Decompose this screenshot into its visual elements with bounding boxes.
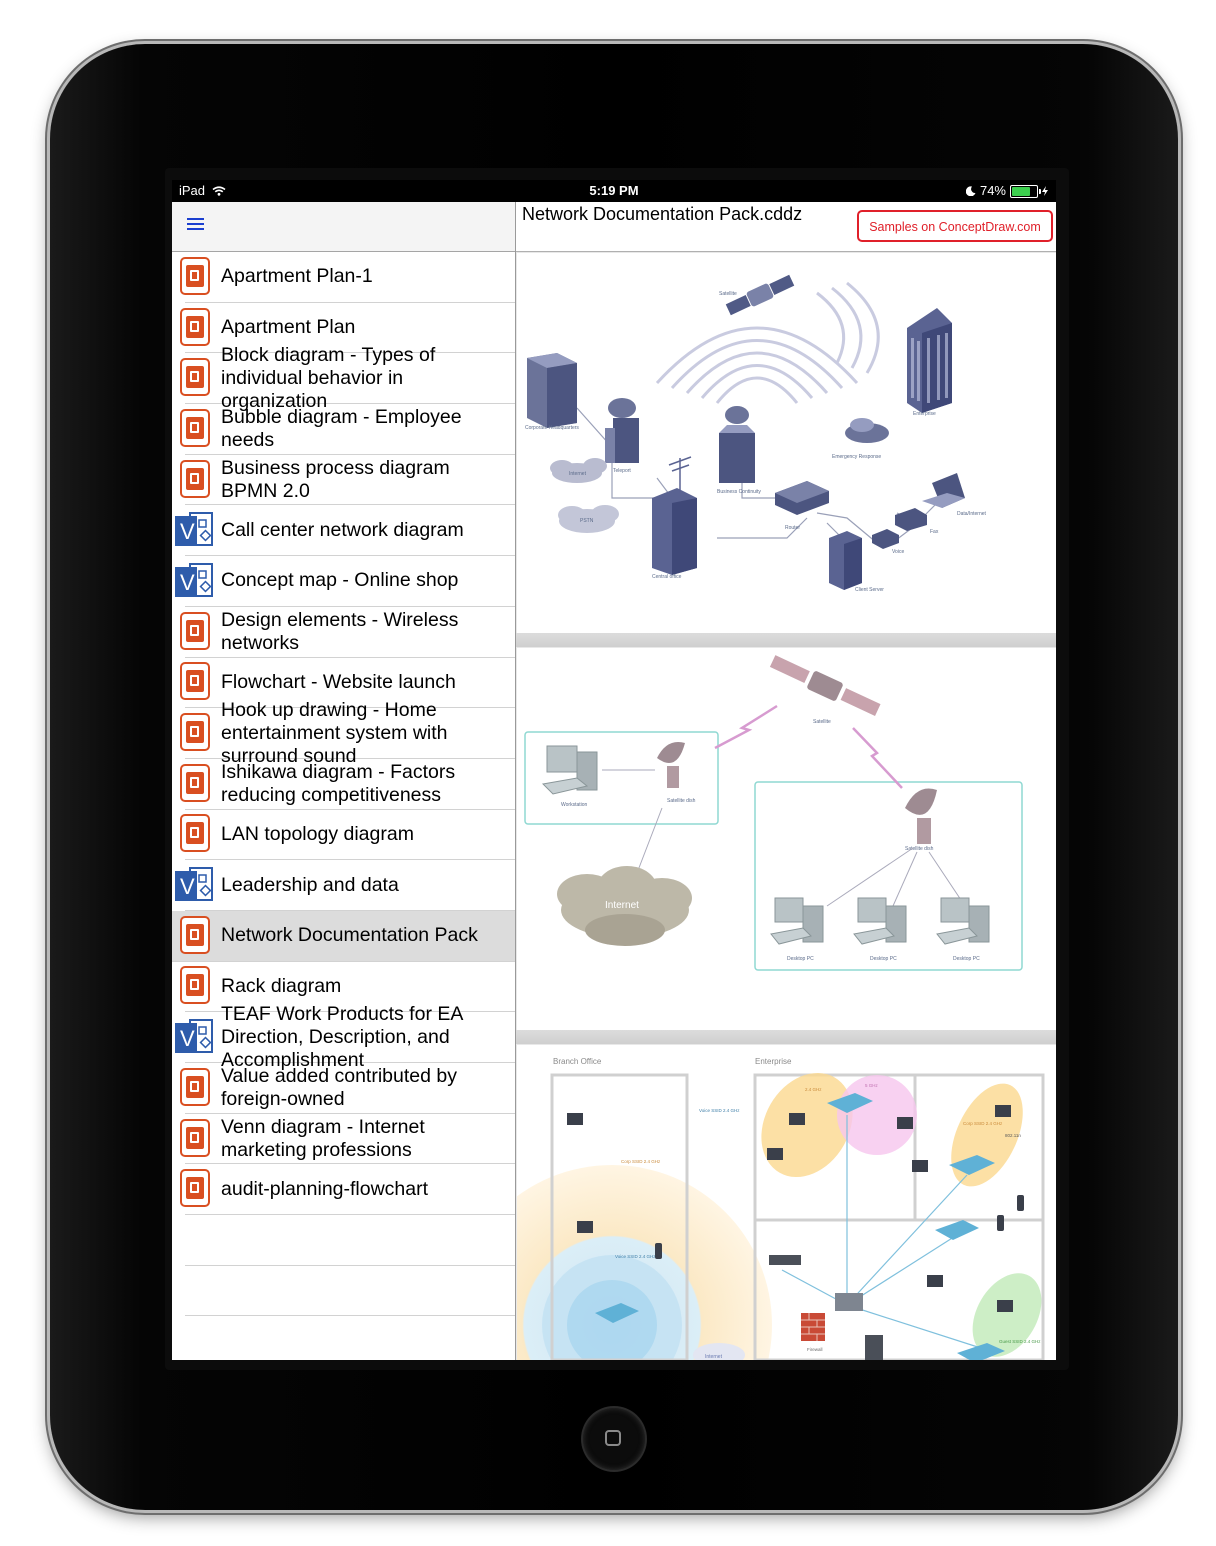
label-dish1: Satellite dish — [667, 798, 696, 804]
label-branch: Branch Office — [553, 1057, 602, 1066]
satellite-icon — [768, 652, 882, 719]
document-item-label: TEAF Work Products for EA Direction, Description, and Accomplishment — [221, 1002, 463, 1071]
workstation-icon — [543, 746, 597, 794]
page-separator — [516, 1030, 1056, 1044]
empty-row — [185, 1266, 515, 1317]
label-corporate: Corporate Headquarters — [525, 425, 579, 431]
wireless-lan-diagram — [517, 1045, 1056, 1360]
device-name: iPad — [179, 183, 206, 198]
document-item-label: Ishikawa diagram - Factors reducing competitiveness — [221, 760, 456, 806]
ppt-icon — [180, 358, 210, 396]
label-internet: Internet — [569, 471, 586, 477]
moon-icon — [966, 186, 976, 196]
document-list — [172, 252, 515, 1215]
document-item-label: audit-planning-flowchart — [221, 1177, 429, 1200]
battery-percent: 74% — [979, 183, 1006, 198]
ppt-icon — [180, 1068, 210, 1106]
document-item[interactable] — [180, 505, 515, 556]
label-fax: Fax — [930, 529, 939, 535]
label-internet3: Internet — [705, 1354, 722, 1360]
document-item-label: Call center network diagram — [221, 518, 464, 541]
battery-fill — [1012, 187, 1030, 196]
document-item[interactable] — [185, 759, 515, 810]
document-item-label: Design elements - Wireless networks — [221, 608, 459, 654]
document-item[interactable] — [185, 455, 515, 506]
building-icon — [527, 353, 577, 428]
label-teleport: Teleport — [613, 468, 631, 474]
telecom-network-diagram — [517, 253, 1056, 633]
list-header — [172, 202, 515, 252]
document-item[interactable] — [185, 810, 515, 861]
document-item[interactable] — [185, 698, 515, 767]
visio-icon — [175, 561, 215, 601]
label-5ghz: 5 GHz — [865, 1083, 878, 1088]
visio-icon — [175, 1017, 215, 1057]
document-item-label: Business process diagram BPMN 2.0 — [221, 456, 450, 502]
label-corp-ssid5: Corp SSID 2.4 GHz — [963, 1121, 1003, 1126]
satellite-network-diagram — [517, 648, 1056, 1030]
svg-text:V: V — [180, 874, 195, 900]
document-item[interactable] — [185, 404, 515, 455]
label-voice-ssid: Voice SSID 2.4 GHz — [699, 1108, 740, 1113]
antenna-icon — [669, 457, 691, 493]
diagram-page-1[interactable] — [517, 253, 1056, 633]
home-square-icon — [605, 1430, 621, 1446]
document-item-label: Venn diagram - Internet marketing professions — [221, 1115, 425, 1161]
label-business: Business Continuity — [717, 489, 761, 495]
label-pstn: PSTN — [580, 518, 594, 524]
ppt-icon — [180, 916, 210, 954]
document-item-label: Rack diagram — [221, 974, 342, 997]
ppt-icon — [180, 257, 210, 295]
label-satellite: Satellite — [719, 291, 737, 297]
label-emergency: Emergency Response — [832, 454, 882, 460]
satellite-dish-icon — [657, 742, 685, 788]
document-viewer — [516, 202, 1056, 1360]
document-item-label: Hook up drawing - Home entertainment system with surround sound — [221, 698, 448, 767]
document-item[interactable] — [185, 1114, 515, 1165]
page-separator — [516, 633, 1056, 647]
document-item[interactable] — [172, 911, 515, 962]
label-router: Router — [785, 525, 801, 531]
ppt-icon — [180, 460, 210, 498]
diagram-page-3[interactable] — [517, 1045, 1056, 1360]
wireless-link-icon — [853, 728, 902, 788]
viewer-header — [516, 202, 1056, 252]
ppt-icon — [180, 713, 210, 751]
home-button[interactable] — [583, 1408, 645, 1470]
document-item[interactable] — [180, 860, 515, 911]
svg-text:V: V — [180, 519, 195, 545]
document-item-label: Concept map - Online shop — [221, 569, 459, 592]
svg-text:V: V — [180, 569, 195, 595]
firewall-icon — [801, 1313, 825, 1341]
phone-icon — [872, 529, 899, 549]
server-icon — [865, 1335, 883, 1360]
desktop-pc-icon — [771, 898, 823, 944]
document-list-panel — [172, 202, 516, 1360]
ppt-icon — [180, 814, 210, 852]
label-24ghz: 2.4 GHz — [805, 1087, 822, 1092]
document-item[interactable] — [185, 607, 515, 658]
label-80211n: 802.11n — [1005, 1133, 1021, 1138]
label-pc1: Desktop PC — [787, 956, 814, 962]
document-item-label: Flowchart - Website launch — [221, 670, 456, 693]
empty-row — [185, 1215, 515, 1266]
document-item-label: Bubble diagram - Employee needs — [221, 405, 462, 451]
menu-icon[interactable] — [187, 218, 204, 232]
document-item[interactable] — [185, 252, 515, 303]
label-pc3: Desktop PC — [953, 956, 980, 962]
document-item-label: Network Documentation Pack — [221, 924, 478, 947]
ppt-icon — [180, 764, 210, 802]
desktop-pc-icon — [854, 898, 906, 944]
ppt-icon — [180, 409, 210, 447]
enterprise-tower-icon — [907, 308, 952, 413]
document-item[interactable] — [180, 1002, 515, 1071]
ppt-icon — [180, 1169, 210, 1207]
document-item-label: Apartment Plan-1 — [221, 265, 373, 288]
document-item-label: LAN topology diagram — [221, 822, 414, 845]
server-icon — [829, 531, 862, 590]
visio-icon — [175, 510, 215, 550]
vehicle-icon — [845, 418, 889, 443]
label-pc2: Desktop PC — [870, 956, 897, 962]
signal-waves — [657, 283, 878, 403]
ppt-icon — [180, 662, 210, 700]
desktop-pc-icon — [937, 898, 989, 944]
wireless-link-icon — [715, 706, 777, 748]
status-bar — [172, 180, 1056, 202]
diagram-page-2[interactable] — [517, 648, 1056, 1030]
label-corp-ssid: Corp SSID 2.4 GHz — [621, 1159, 661, 1164]
document-item-label: Apartment Plan — [221, 316, 356, 339]
document-item[interactable] — [180, 556, 515, 607]
ppt-icon — [180, 612, 210, 650]
dish-building-icon — [719, 406, 755, 483]
label-voice-ssid2: Voice SSID 2.4 GHz — [615, 1254, 656, 1259]
ppt-icon — [180, 308, 210, 346]
label-satellite2: Satellite — [813, 719, 831, 725]
label-workstation: Workstation — [561, 802, 588, 808]
label-client: Client Server — [855, 587, 884, 593]
svg-text:V: V — [180, 1026, 195, 1052]
label-dish2: Satellite dish — [905, 846, 934, 852]
document-item-label: Leadership and data — [221, 873, 399, 896]
label-data: Data/Internet — [957, 511, 986, 517]
battery-icon — [1010, 185, 1038, 198]
document-item-label: Value added contributed by foreign-owned — [221, 1064, 457, 1110]
charging-icon — [1042, 186, 1048, 196]
label-voice: Voice — [892, 549, 905, 555]
ppt-icon — [180, 1119, 210, 1157]
document-item[interactable] — [185, 1063, 515, 1114]
satellite-dish-icon — [905, 788, 937, 844]
label-enterprise: Enterprise — [913, 411, 936, 417]
label-internet2: Internet — [605, 900, 639, 911]
status-right — [966, 180, 1048, 202]
ppt-icon — [180, 966, 210, 1004]
document-item-label: Block diagram - Types of individual behavior in organization — [221, 343, 436, 412]
document-item[interactable] — [185, 343, 515, 412]
label-central: Central office — [652, 574, 682, 580]
label-guest: Guest SSID 2.4 GHz — [999, 1339, 1041, 1344]
server-icon — [769, 1255, 801, 1265]
switch-icon — [835, 1293, 863, 1311]
visio-icon — [175, 865, 215, 905]
document-item[interactable] — [185, 1164, 515, 1215]
samples-button[interactable]: Samples on ConceptDraw.com — [857, 210, 1053, 242]
label-enterprise3: Enterprise — [755, 1057, 792, 1066]
fax-icon — [895, 508, 927, 531]
satellite-dish-icon — [605, 398, 639, 463]
router-icon — [775, 481, 829, 515]
ipad-screen — [172, 180, 1056, 1360]
label-firewall: Firewall — [807, 1347, 823, 1352]
document-title: Network Documentation Pack.cddz — [522, 204, 803, 224]
laptop-icon — [922, 473, 965, 508]
status-time: 5:19 PM — [589, 183, 639, 198]
central-office-icon — [652, 488, 697, 575]
